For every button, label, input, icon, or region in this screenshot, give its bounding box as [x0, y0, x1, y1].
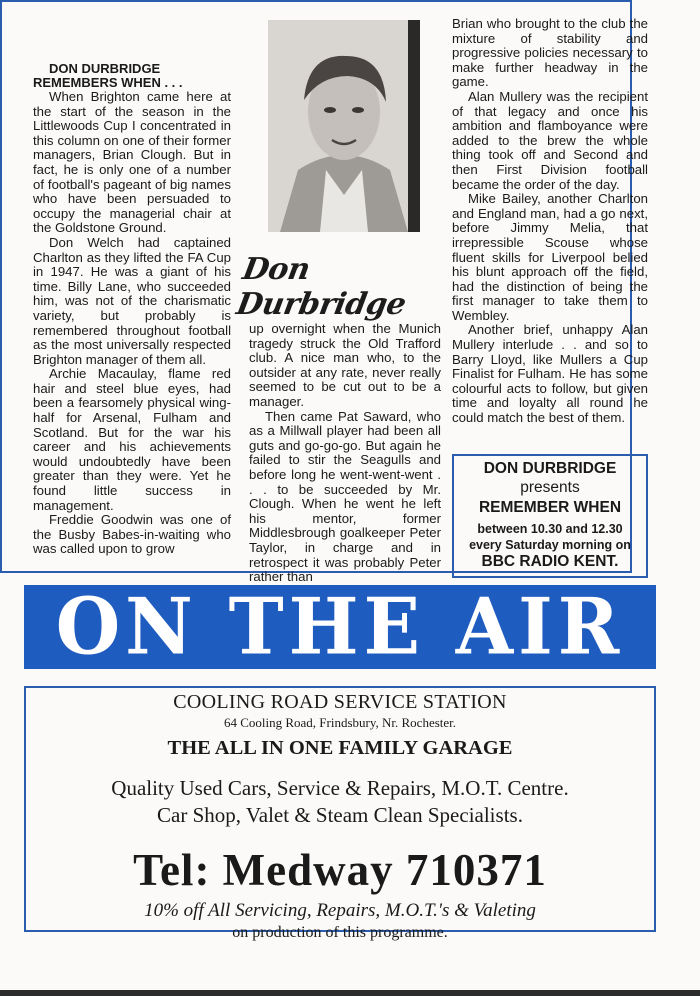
promo-station: BBC RADIO KENT. [481, 553, 619, 570]
ad-telephone: Tel: Medway 710371 [133, 845, 547, 895]
article-heading: DON DURBRIDGE REMEMBERS WHEN . . . [33, 61, 183, 90]
ad-slogan: THE ALL IN ONE FAMILY GARAGE [167, 737, 513, 759]
promo-presenter: DON DURBRIDGE [483, 460, 617, 477]
ad-services-line-1: Quality Used Cars, Service & Repairs, M.O.T. Centre. [111, 776, 569, 800]
ad-services-line-2: Car Shop, Valet & Steam Clean Specialists. [157, 803, 523, 827]
garage-advert [24, 686, 656, 941]
ad-offer-condition: on production of this programme. [232, 924, 448, 941]
paragraph: Alan Mullery was the recipient of that legacy and once his ambition and flamboyance were added to the brew the whole thing took off and Second and then First Division football became the order of the day. [452, 88, 648, 192]
promo-presents: presents [520, 479, 580, 496]
paragraph: Freddie Goodwin was one of the Busby Babes-in-waiting who was called upon to grow [33, 512, 231, 557]
paragraph: Don Welch had captained Charlton as they lifted the FA Cup in 1947. He was a giant of his time. Billy Lane, who succeeded him, was not of the charismatic variety, but probably is remembered throughout football as the most universally respected Brighton manager of them all. [33, 234, 231, 367]
paragraph: Mike Bailey, another Charlton and England man, had a go next, before Jimmy Melia, that irrepressible Scouse whose fluent skills for Liverpool belied his blunt approach off the field, had the distinction of being the first manager to take them to Wembley. [452, 191, 648, 323]
promo-show-title: REMEMBER WHEN [478, 499, 622, 516]
author-photo [268, 20, 420, 232]
page-edge-divider [0, 990, 700, 996]
on-the-air-banner [24, 581, 656, 673]
ad-offer: 10% off All Servicing, Repairs, M.O.T.'s & Valeting [144, 900, 536, 921]
author-signature: Don Durbridge [233, 252, 409, 322]
banner-text: ON THE AIR [55, 581, 625, 673]
paragraph: Brian who brought to the club the mixture of stability and progressive policies necessary to make further headway in the game. [452, 16, 648, 90]
paragraph: Archie Macaulay, flame red hair and steel blue eyes, had been a fearsomely physical wing-half for Arsenal, Fulham and Scotland. But for the war his career and his achievements would undoubtedly have been greater than they were. Yet he found little success in management. [33, 366, 231, 513]
paragraph: Then came Pat Saward, who as a Millwall player had been all guts and go-go-go. But again he failed to stir the Seagulls and before long he went-went-went . . . to be succeeded by Mr. Clough. When he went he left his mentor, former Middlesbrough goalkeeper Peter Taylor, in charge and in retrospect it was probably Peter rather than [249, 408, 441, 585]
promo-time: between 10.30 and 12.30 [477, 522, 623, 536]
ad-business-name: COOLING ROAD SERVICE STATION [173, 691, 507, 713]
paragraph: Another brief, unhappy Alan Mullery interlude . . and so to Barry Lloyd, like Mullers a Cup Finalist for Fulham. He has some colourful acts to follow, but given time and loyalty all round he could match the best of them. [452, 322, 648, 426]
article-column-2 [249, 322, 441, 585]
article-column-3 [452, 17, 648, 426]
article-column-1 [33, 62, 231, 557]
promo-day: every Saturday morning on [469, 538, 631, 552]
paragraph: When Brighton came here at the start of the season in the Littlewoods Cup I concentrated in this column on one of their former managers, Brian Clough. But in fact, he is only one of a number of football's pageant of big names who have been persuaded to occupy the managerial chair at the Goldstone Ground. [33, 89, 231, 236]
paragraph: up overnight when the Munich tragedy struck the Old Trafford club. A nice man who, to the outsider at any rate, never really seemed to be cut out to be a manager. [249, 321, 441, 409]
radio-promo-box [452, 454, 648, 578]
ad-address: 64 Cooling Road, Frindsbury, Nr. Rochester. [223, 715, 457, 730]
